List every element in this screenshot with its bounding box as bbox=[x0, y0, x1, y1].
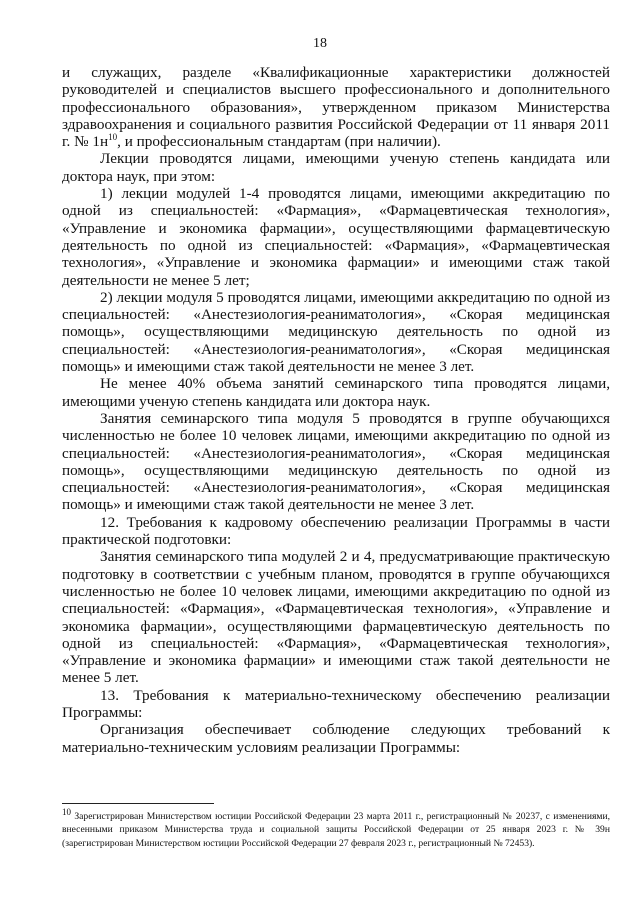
paragraph-text-tail: , и профессиональным стандартам (при наличии). bbox=[117, 133, 441, 151]
paragraph-text: и служащих, разделе «Квалификационные характеристики должностей руководителей и специалистов высшего профессионального и дополнительного профессионального образования», утвержденном приказом Министерства здравоохранения и социального развития Российской Федерации от 11 января 2011 г. № 1н bbox=[62, 64, 610, 151]
paragraph-seminar-module-5: Занятия семинарского типа модуля 5 проводятся в группе обучающихся численностью не более 10 человек лицами, имеющими аккредитацию по одной из специальностей: «Анестезиология-реаниматология», «Скорая медицинская помощь», осуществляющими медицинскую деятельность по одной из специальностей: «Анестезиология-реаниматология», «Скорая медицинская помощь» и имеющими стаж такой деятельности не менее 3 лет. bbox=[62, 409, 610, 514]
page-number: 18 bbox=[313, 36, 327, 51]
document-body bbox=[62, 64, 610, 756]
paragraph-lectures-modules-1-4: 1) лекции модулей 1-4 проводятся лицами, имеющими аккредитацию по одной из специальностей: «Фармация», «Фармацевтическая технология», «Управление и экономика фармации», осуществляющими фармацевтическую деятельность по одной из специальностей: «Фармация», «Фармацевтическая технология», «Управление и экономика фармации» и имеющими стаж такой деятельности не менее 5 лет; bbox=[62, 185, 610, 289]
paragraph-seminar-share: Не менее 40% объема занятий семинарского типа проводятся лицами, имеющими ученую степень кандидата или доктора наук. bbox=[62, 375, 610, 410]
paragraph-lectures-module-5: 2) лекции модуля 5 проводятся лицами, имеющими аккредитацию по одной из специальностей: «Анестезиология-реаниматология», «Скорая медицинская помощь», осуществляющими медицинскую деятельность по одной из специальностей: «Анестезиология-реаниматология», «Скорая медицинская помощь» и имеющими стаж такой деятельности не менее 3 лет. bbox=[62, 288, 610, 376]
footnote-text: Зарегистрирован Министерством юстиции Российской Федерации 23 марта 2011 г., регистрационный № 20237, с изменениями, внесенными приказом Министерства труда и социальной защиты Российской Федерации от 25 января 2023 г. № 39н (зарегистрирован Министерством юстиции Российской Федерации 27 февраля 2023 г., регистрационный № 72453). bbox=[62, 811, 610, 849]
footnote-reference[interactable]: 10 bbox=[108, 132, 118, 143]
paragraph-continuation bbox=[62, 64, 610, 150]
footnote-divider bbox=[62, 803, 214, 804]
paragraph-organization-requirements: Организация обеспечивает соблюдение следующих требований к материально-техническим условиям реализации Программы: bbox=[62, 721, 610, 756]
footnote-marker: 10 bbox=[62, 806, 71, 817]
footnote-paragraph bbox=[62, 806, 610, 850]
section-12-heading: 12. Требования к кадровому обеспечению реализации Программы в части практической подготовки: bbox=[62, 513, 610, 549]
footnote bbox=[62, 806, 610, 850]
paragraph-lectures-intro: Лекции проводятся лицами, имеющими ученую степень кандидата или доктора наук, при этом: bbox=[62, 150, 610, 185]
section-13-heading: 13. Требования к материально-техническому обеспечению реализации Программы: bbox=[62, 686, 610, 721]
paragraph-practical-training: Занятия семинарского типа модулей 2 и 4, предусматривающие практическую подготовку в соответствии с учебным планом, проводятся в группе обучающихся численностью не более 10 человек лицами, имеющими аккредитацию по одной из специальностей: «Фармация», «Фармацевтическая технология», «Управление и экономика фармации», осуществляющими фармацевтическую деятельность по одной из специальностей: «Фармация», «Фармацевтическая технология», «Управление и экономика фармации» и имеющими стаж такой деятельности не менее 5 лет. bbox=[62, 548, 610, 687]
